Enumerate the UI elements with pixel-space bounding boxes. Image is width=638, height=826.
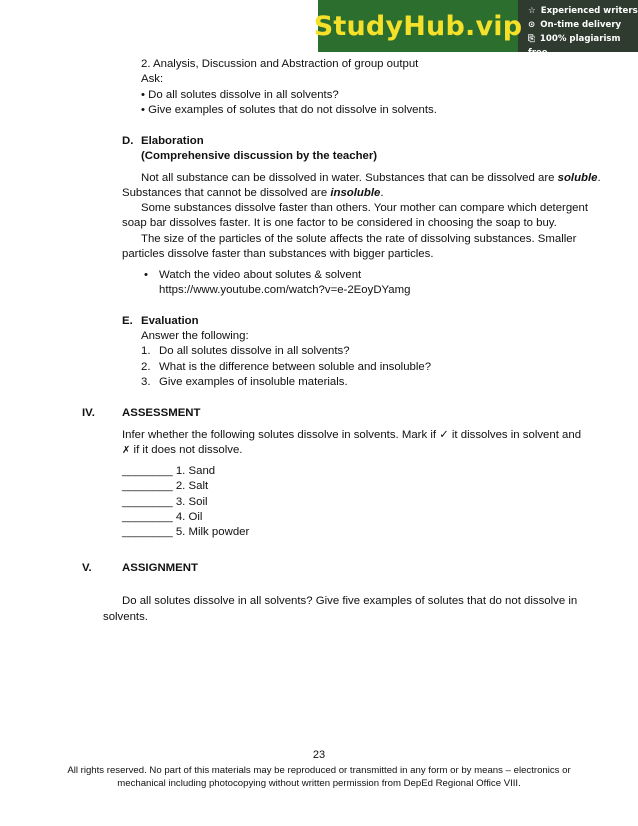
assessment-item-1: ________ 1. Sand	[122, 465, 216, 477]
evaluation-title: Evaluation	[141, 315, 199, 327]
text-run: .	[380, 187, 384, 199]
video-bullet: •	[144, 269, 148, 281]
item-text: What is the difference between soluble and insoluble?	[159, 361, 432, 373]
assignment-line1: Do all solutes dissolve in all solvents? Give five examples of solutes that do not dissolve in	[122, 595, 578, 607]
assignment-title: ASSIGNMENT	[122, 562, 198, 574]
banner-features	[518, 0, 638, 58]
evaluation-intro: Answer the following:	[141, 330, 249, 342]
evaluation-item-2	[141, 360, 432, 375]
feature-text: 100% plagiarism free	[528, 34, 621, 58]
assessment-instruction-line2	[122, 443, 242, 458]
analysis-bullet-1: • Do all solutes dissolve in all solvents?	[141, 89, 339, 101]
elaboration-p3-line2: particles dissolve faster than substances with bigger particles.	[122, 248, 434, 260]
elaboration-p1-line2	[122, 186, 384, 201]
assessment-title: ASSESSMENT	[122, 407, 201, 419]
footer-copyright-line1: All rights reserved. No part of this materials may be reproduced or transmitted in any form or by means – electronics or	[67, 765, 571, 776]
soluble-term: soluble	[557, 172, 598, 184]
studyhub-logo[interactable]: StudyHub.vip	[318, 0, 518, 52]
item-text: Give examples of insoluble materials.	[159, 376, 348, 388]
elaboration-p3-line1: The size of the particles of the solute affects the rate of dissolving substances. Smaller	[141, 233, 577, 245]
evaluation-letter: E.	[122, 315, 133, 327]
check-icon: ✓	[439, 429, 449, 441]
star-icon: ☆	[528, 6, 536, 16]
assessment-item-4: ________ 4. Oil	[122, 511, 203, 523]
elaboration-title: Elaboration	[141, 135, 204, 147]
assessment-item-3: ________ 3. Soil	[122, 496, 208, 508]
text-run: Infer whether the following solutes dissolve in solvents. Mark if	[122, 429, 440, 441]
assessment-instruction-line1	[122, 428, 581, 443]
text-run: .	[597, 172, 601, 184]
assessment-numeral: IV.	[82, 407, 95, 419]
text-run: it dissolves in solvent and	[448, 429, 582, 441]
clock-icon: ⊙	[528, 20, 536, 30]
elaboration-p1-line1	[141, 171, 601, 186]
text-run: Not all substance can be dissolved in water. Substances that can be dissolved are	[141, 172, 558, 184]
evaluation-item-3	[141, 375, 348, 390]
text-run: Substances that cannot be dissolved are	[122, 187, 331, 199]
item-number: 1.	[141, 345, 151, 357]
studyhub-banner[interactable]	[313, 0, 638, 58]
video-instruction: Watch the video about solutes & solvent	[159, 269, 362, 281]
footer-copyright-line2: mechanical including photocopying without written permission from DepEd Regional Office VIII.	[117, 778, 521, 789]
item-text: Do all solutes dissolve in all solvents?	[159, 345, 350, 357]
elaboration-p2-line1: Some substances dissolve faster than others. Your mother can compare which detergent	[141, 202, 589, 214]
assessment-item-5: ________ 5. Milk powder	[122, 526, 250, 538]
cross-icon: ✗	[122, 445, 131, 456]
elaboration-p2-line2: soap bar dissolves faster. It is one factor to be considered in choosing the soap to buy.	[122, 217, 557, 229]
elaboration-letter: D.	[122, 135, 134, 147]
item-number: 2.	[141, 361, 151, 373]
assessment-item-2: ________ 2. Salt	[122, 480, 209, 492]
feature-experienced-writers	[528, 4, 638, 18]
feature-on-time-delivery	[528, 18, 638, 32]
text-run: if it does not dissolve.	[130, 444, 243, 456]
analysis-bullet-2: • Give examples of solutes that do not dissolve in solvents.	[141, 104, 437, 116]
document-icon: ⎘	[528, 34, 535, 44]
elaboration-subtitle: (Comprehensive discussion by the teacher)	[141, 150, 378, 162]
assignment-line2: solvents.	[103, 611, 148, 623]
video-link[interactable]: https://www.youtube.com/watch?v=e-2EoyDYamg	[159, 284, 411, 296]
feature-text: On-time delivery	[540, 20, 622, 30]
assignment-numeral: V.	[82, 562, 92, 574]
feature-plagiarism-free	[528, 32, 638, 60]
page-number: 23	[312, 749, 326, 761]
analysis-ask: Ask:	[141, 73, 164, 85]
analysis-heading: 2. Analysis, Discussion and Abstraction of group output	[141, 58, 419, 70]
feature-text: Experienced writers	[540, 6, 638, 16]
item-number: 3.	[141, 376, 151, 388]
insoluble-term: insoluble	[330, 187, 381, 199]
evaluation-item-1	[141, 344, 350, 359]
